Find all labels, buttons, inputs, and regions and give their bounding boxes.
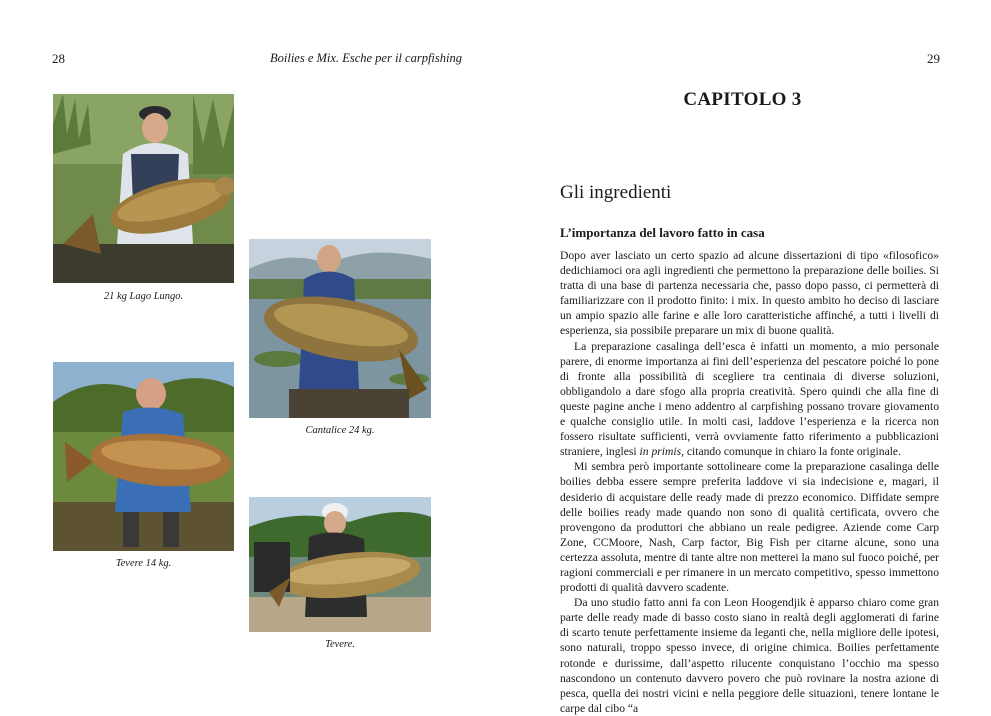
chapter-title: CAPITOLO 3	[683, 89, 802, 110]
page-number-right: 29	[927, 51, 940, 66]
photo-caption: Tevere.	[325, 639, 355, 650]
paragraph: La preparazione casalinga dell’esca è infatti un momento, a mio personale parere, di enorme importanza ai fini dell’esperienza del pescatore poiché lo pone di fronte alla possibilità di scegliere tra centinaia di diverse soluzioni, obbligandolo a dare sfogo alla propria creatività. Spero quindi che alla fine di queste pagine anche i meno addentro al carpfishing possano trovare giovamento e qualche consiglio utile. In molti casi, laddove l’esperienza e la ricerca non fossero risultate sufficienti, verrà ovviamente fatto riferimento a pubblicazioni straniere, inglesi in primis, citando comunque in chiaro la fonte originale.	[560, 339, 939, 459]
paragraph: Da uno studio fatto anni fa con Leon Hoogendjik è apparso chiaro come gran parte delle ready made di basso costo siano in realtà degli agglomerati di farine di scarto tenute perfettamente insieme da leganti che, nella migliore delle ipotesi, sono naturali, troppo spesso invece, di origine chimica. Boilies perfettamente rotonde e durissime, dall’aspetto rilucente conquistano l’occhio ma spesso nascondono un contenuto davvero povero che può rovinare la nostra azione di pesca, quella dei nostri vicini e nella peggiore delle situazioni, tenere lontane le carpe dal cibo “a	[560, 596, 939, 715]
page-number-left: 28	[52, 51, 65, 66]
body-text	[560, 248, 939, 716]
photo-caption: Tevere 14 kg.	[115, 558, 172, 569]
emphasis-text: in primis	[639, 445, 682, 459]
photo-tevere	[249, 497, 431, 632]
running-title: Boilies e Mix. Esche per il carpfishing	[270, 51, 462, 65]
photo-caption: Cantalice 24 kg.	[305, 425, 375, 436]
section-title: Gli ingredienti	[560, 182, 672, 203]
photo-cantalice	[249, 239, 431, 418]
photo-lago-lungo	[53, 94, 234, 283]
photo-tevere-14kg	[53, 362, 234, 551]
paragraph: Mi sembra però importante sottolineare come la preparazione casalinga delle boilies debba essere sempre preferita laddove vi sia indecisione e, magari, il desiderio di acquistare delle ready made di prezzo economico. Diffidate sempre delle boilies ready made quando non sono di qualità certificata, ovvero che provengono da produttori che abbiano un reale pedigree. Aziende come Carp Zone, CCMoore, Nash, Carp factor, Big Fish per citarne alcune, sono una certezza assoluta, mentre di tante altre non metterei la mano sul fuoco poiché, per ragioni commerciali e per rimanere in un mercato competitivo, spesso immettono prodotti di qualità davvero scadente.	[560, 460, 939, 595]
subsection-title: L’importanza del lavoro fatto in casa	[560, 225, 765, 240]
paragraph: Dopo aver lasciato un certo spazio ad alcune dissertazioni di tipo «filosofico» dedichiamoci ora agli ingredienti che permettono la preparazione delle boilies. Si tratta di una base di partenza necessaria che, passo dopo passo, ci permetterà di familiarizzare con il prodotto finito: i mix. In questo ambito ho deciso di lasciare un ampio spazio alle farine e alle loro caratteristiche affinché, a tutti i livelli di esperienza, sia possibile preparare un mix di buone qualità.	[560, 249, 939, 338]
photo-caption: 21 kg Lago Lungo.	[103, 291, 184, 302]
